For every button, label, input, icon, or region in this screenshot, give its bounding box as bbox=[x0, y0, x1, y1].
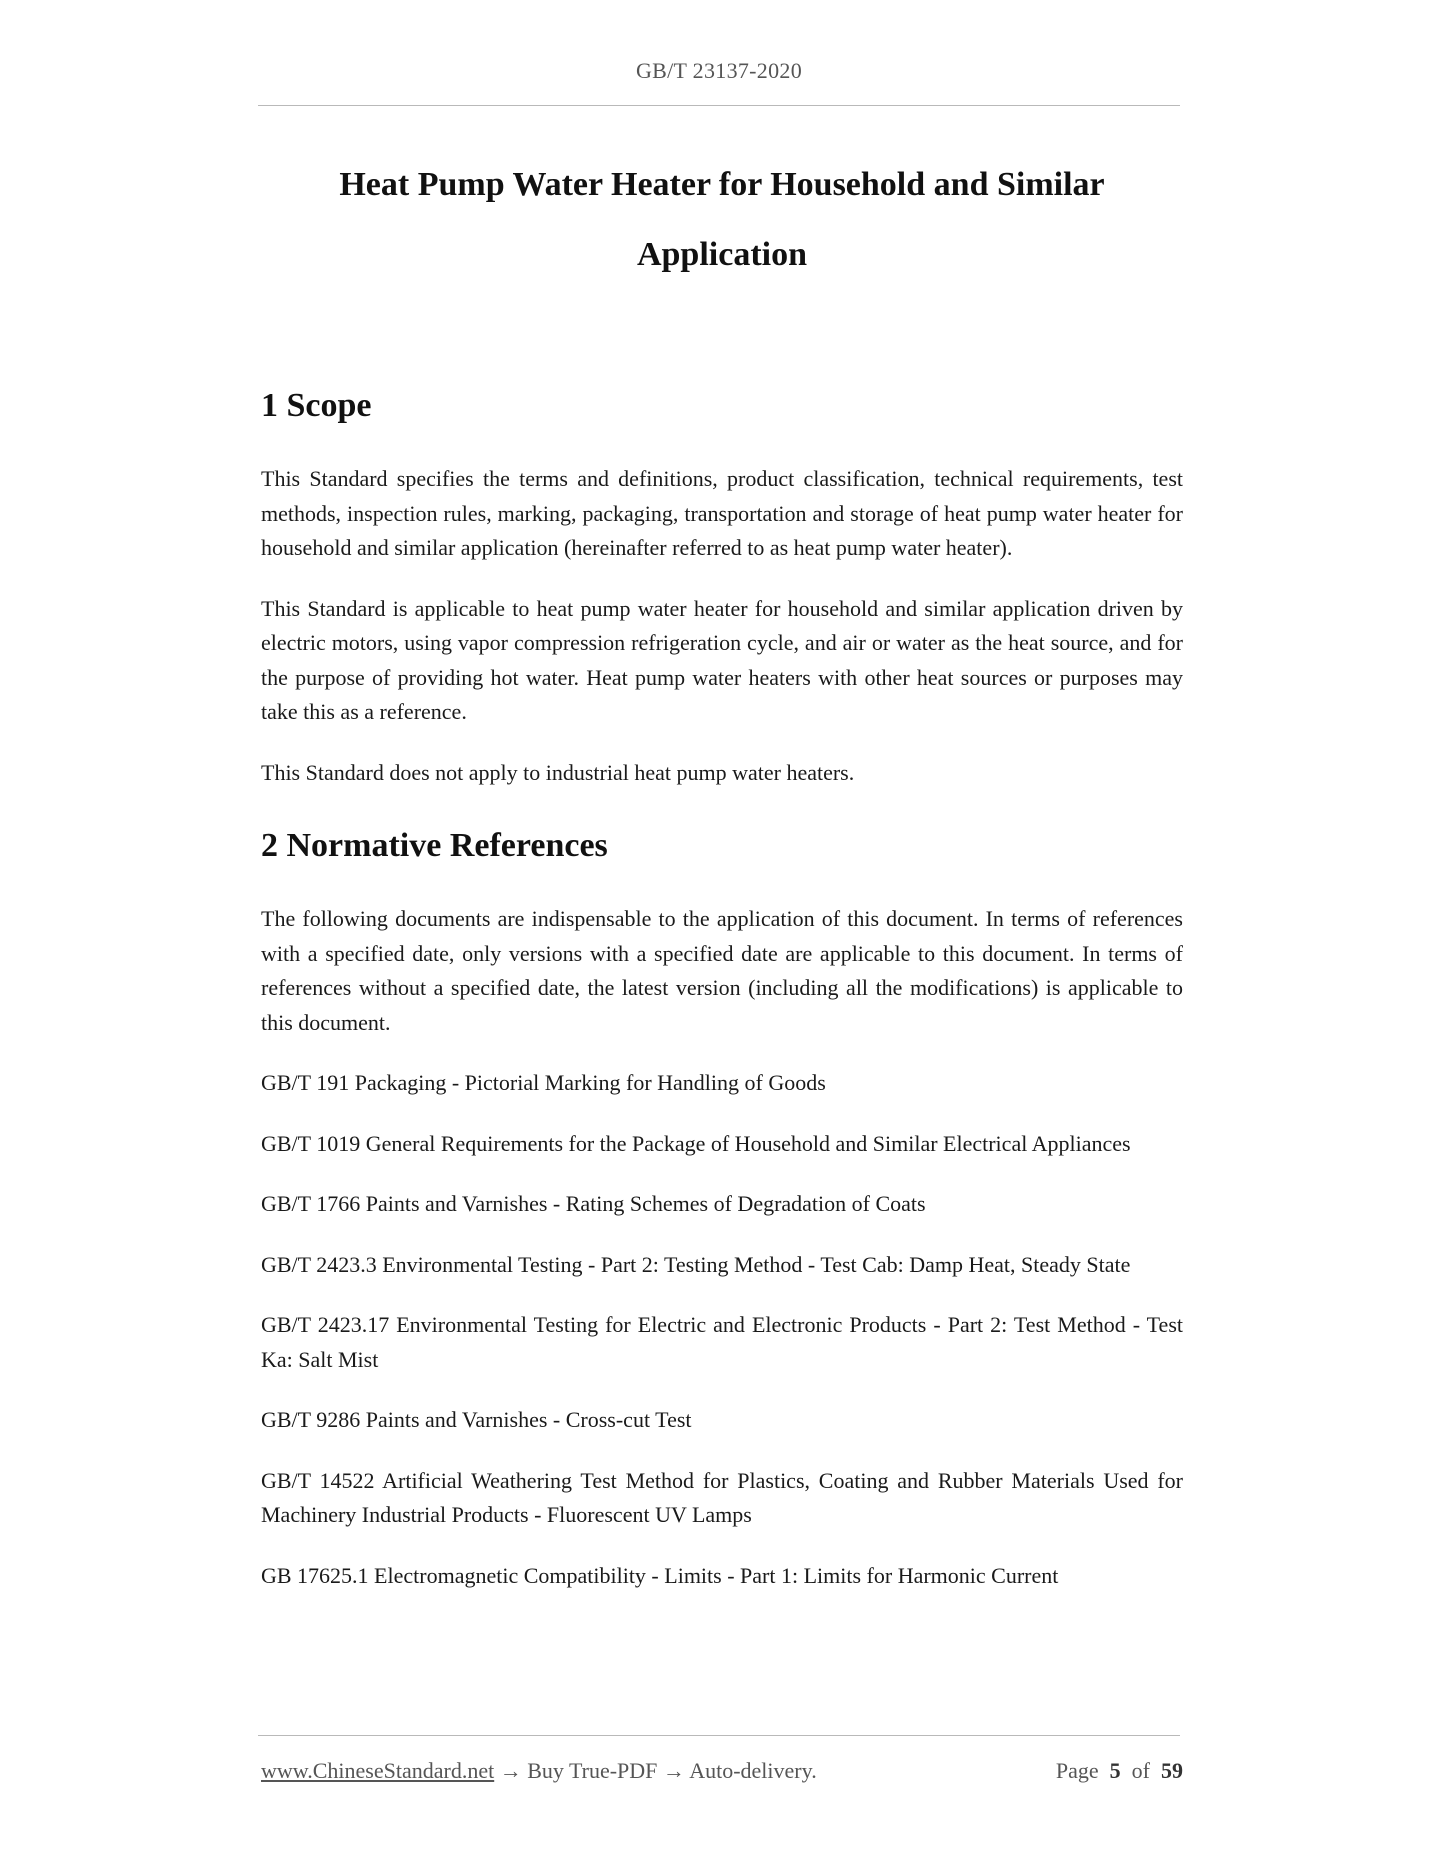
page-counter bbox=[1056, 1758, 1183, 1784]
reference-item-gbt-191: GB/T 191 Packaging - Pictorial Marking for Handling of Goods bbox=[261, 1070, 826, 1095]
scope-paragraph-3: This Standard does not apply to industrial heat pump water heaters. bbox=[261, 759, 855, 785]
section-normative-references bbox=[261, 824, 1183, 1593]
reference-item-gbt-2423-3: GB/T 2423.3 Environmental Testing - Part 2: Testing Method - Test Cab: Damp Heat, Steady State bbox=[261, 1251, 1131, 1277]
reference-item-gbt-2423-17: GB/T 2423.17 Environmental Testing for Electric and Electronic Products - Part 2: Test Method - Test Ka: Salt Mist bbox=[261, 1312, 1183, 1372]
page-total-number: 59 bbox=[1161, 1758, 1183, 1783]
reference-item-gbt-9286: GB/T 9286 Paints and Varnishes - Cross-cut Test bbox=[261, 1407, 692, 1432]
reference-item-gbt-14522: GB/T 14522 Artificial Weathering Test Method for Plastics, Coating and Rubber Materials Used for Machinery Industrial Products - Fluorescent UV Lamps bbox=[261, 1467, 1183, 1527]
section-scope bbox=[261, 384, 1183, 790]
site-link[interactable]: www.ChineseStandard.net bbox=[261, 1758, 495, 1783]
reference-item-gbt-1019: GB/T 1019 General Requirements for the Package of Household and Similar Electrical Appliances bbox=[261, 1130, 1131, 1156]
footer-promo bbox=[261, 1758, 817, 1784]
document-title-line-1: Heat Pump Water Heater for Household and Similar bbox=[339, 166, 1105, 203]
arrow-right-icon: → bbox=[662, 1758, 685, 1783]
section-heading-normative-references: 2 Normative References bbox=[261, 827, 608, 864]
reference-item-gbt-1766: GB/T 1766 Paints and Varnishes - Rating Schemes of Degradation of Coats bbox=[261, 1191, 926, 1216]
reference-list bbox=[261, 1066, 1183, 1593]
page-footer bbox=[261, 1758, 1183, 1788]
page-header-standard-code: GB/T 23137-2020 bbox=[635, 58, 803, 83]
scope-paragraph-1: This Standard specifies the terms and definitions, product classification, technical requirements, test methods, inspection rules, marking, packaging, transportation and storage of heat pump water heater for household and similar application (hereinafter referred to as heat pump water heater). bbox=[261, 466, 1183, 560]
scope-paragraph-2: This Standard is applicable to heat pump water heater for household and similar application driven by electric motors, using vapor compression refrigeration cycle, and air or water as the heat source, and for the purpose of providing hot water. Heat pump water heaters with other heat sources or purposes may take this as a reference. bbox=[261, 595, 1183, 724]
section-heading-scope: 1 Scope bbox=[261, 387, 372, 424]
auto-delivery-text: Auto-delivery. bbox=[689, 1758, 817, 1783]
buy-true-pdf-text: Buy True-PDF bbox=[527, 1758, 658, 1783]
references-intro-paragraph: The following documents are indispensable to the application of this document. In terms of references with a specified date, only versions with a specified date are applicable to this document. In terms of references without a specified date, the latest version (including all the modifications) is applicable to this document. bbox=[261, 906, 1183, 1035]
footer-divider bbox=[258, 1735, 1180, 1736]
document-title bbox=[261, 150, 1183, 290]
page-current-number: 5 bbox=[1109, 1758, 1121, 1783]
arrow-right-icon: → bbox=[499, 1758, 522, 1783]
document-body bbox=[261, 150, 1183, 1593]
page-label: Page bbox=[1055, 1758, 1099, 1783]
header-divider bbox=[258, 105, 1180, 106]
page-of-label: of bbox=[1131, 1758, 1150, 1783]
document-title-line-2: Application bbox=[636, 236, 808, 273]
reference-item-gb-17625-1: GB 17625.1 Electromagnetic Compatibility - Limits - Part 1: Limits for Harmonic Current bbox=[261, 1562, 1059, 1588]
